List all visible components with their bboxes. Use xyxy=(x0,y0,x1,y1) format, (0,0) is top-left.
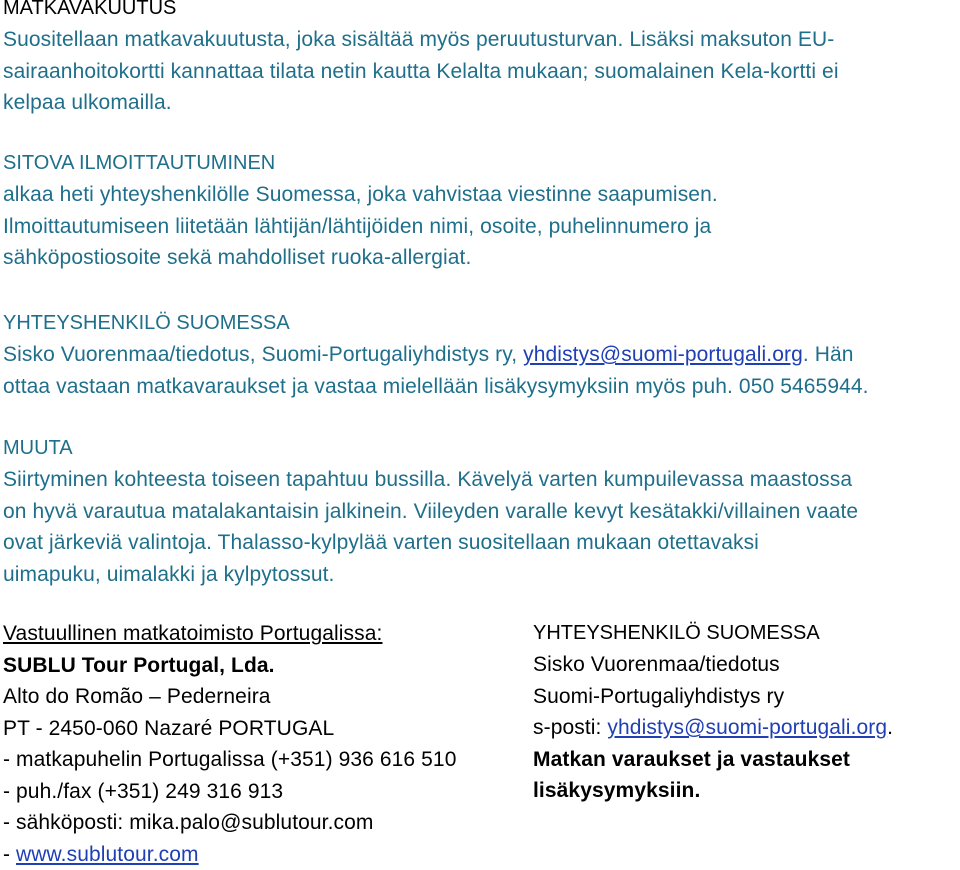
contact-note: Matkan varaukset ja vastaukset xyxy=(533,747,851,771)
body-line: Suositellaan matkavakuutusta, joka sisältää myös peruutusturvan. Lisäksi maksuton EU- xyxy=(3,28,835,51)
contact-info xyxy=(533,618,957,807)
contact-email-link[interactable]: yhdistys@suomi-portugali.org xyxy=(607,716,888,739)
agency-email: - sähköposti: mika.palo@sublutour.com xyxy=(3,811,374,834)
body-line: kelpaa ulkomailla. xyxy=(3,91,172,114)
body-line: ottaa vastaan matkavaraukset ja vastaa mielellään lisäkysymyksiin myös puh. 050 5465944. xyxy=(3,374,869,398)
body-line: alkaa heti yhteyshenkilölle Suomessa, joka vahvistaa viestinne saapumisen. xyxy=(3,183,718,206)
section-heading: MATKAVAKUUTUS xyxy=(3,0,177,19)
section-heading: MUUTA xyxy=(3,437,73,459)
section-travel-insurance xyxy=(3,0,957,119)
agency-name: SUBLU Tour Portugal, Lda. xyxy=(3,653,275,677)
body-line: sähköpostiosoite sekä mahdolliset ruoka-allergiat. xyxy=(3,246,472,269)
contact-heading: YHTEYSHENKILÖ SUOMESSA xyxy=(533,622,820,644)
agency-address-line: PT - 2450-060 Nazaré PORTUGAL xyxy=(3,716,335,740)
section-contact-finland xyxy=(3,308,957,402)
agency-mobile: - matkapuhelin Portugalissa (+351) 936 616 510 xyxy=(3,748,457,771)
body-line: Ilmoittautumiseen liitetään lähtijän/lähtijöiden nimi, osoite, puhelinnumero ja xyxy=(3,214,712,238)
contact-email-suffix: . xyxy=(887,716,894,739)
section-heading: SITOVA ILMOITTAUTUMINEN xyxy=(3,152,276,174)
body-line: ovat järkeviä valintoja. Thalasso-kylpylää varten suositellaan mukaan otettavaksi xyxy=(3,531,759,554)
contact-email xyxy=(533,712,957,744)
agency-web-prefix: - xyxy=(3,842,17,866)
section-binding-registration xyxy=(3,148,957,274)
contact-text: Sisko Vuorenmaa/tiedotus, Suomi-Portugaliyhdistys ry, xyxy=(3,343,524,366)
agency-info xyxy=(3,618,523,870)
agency-phone-fax: - puh./fax (+351) 249 316 913 xyxy=(3,779,284,803)
section-other xyxy=(3,433,957,590)
agency-title: Vastuullinen matkatoimisto Portugalissa: xyxy=(3,622,383,645)
agency-web-link[interactable]: www.sublutour.com xyxy=(16,842,199,866)
body-line: sairaanhoitokortti kannattaa tilata netin kautta Kelalta mukaan; suomalainen Kela-kortti ei xyxy=(3,59,839,83)
body-line: Siirtyminen kohteesta toiseen tapahtuu bussilla. Kävelyä varten kumpuilevassa maastossa xyxy=(3,468,853,491)
contact-text-suffix: . Hän xyxy=(802,343,854,366)
agency-address-line: Alto do Romão – Pederneira xyxy=(3,685,271,708)
body-line xyxy=(3,339,957,371)
body-line: uimapuku, uimalakki ja kylpytossut. xyxy=(3,562,335,586)
contact-email-link[interactable]: yhdistys@suomi-portugali.org xyxy=(523,343,803,366)
agency-web xyxy=(3,839,523,870)
contact-email-prefix: s-posti: xyxy=(533,716,608,739)
body-line: on hyvä varautua matalakantaisin jalkinein. Viileyden varalle kevyt kesätakki/villainen vaate xyxy=(3,499,859,523)
contact-name: Sisko Vuorenmaa/tiedotus xyxy=(533,653,780,676)
contact-org: Suomi-Portugaliyhdistys ry xyxy=(533,684,785,708)
section-heading: YHTEYSHENKILÖ SUOMESSA xyxy=(3,312,290,334)
contact-note: lisäkysymyksiin. xyxy=(533,779,701,802)
